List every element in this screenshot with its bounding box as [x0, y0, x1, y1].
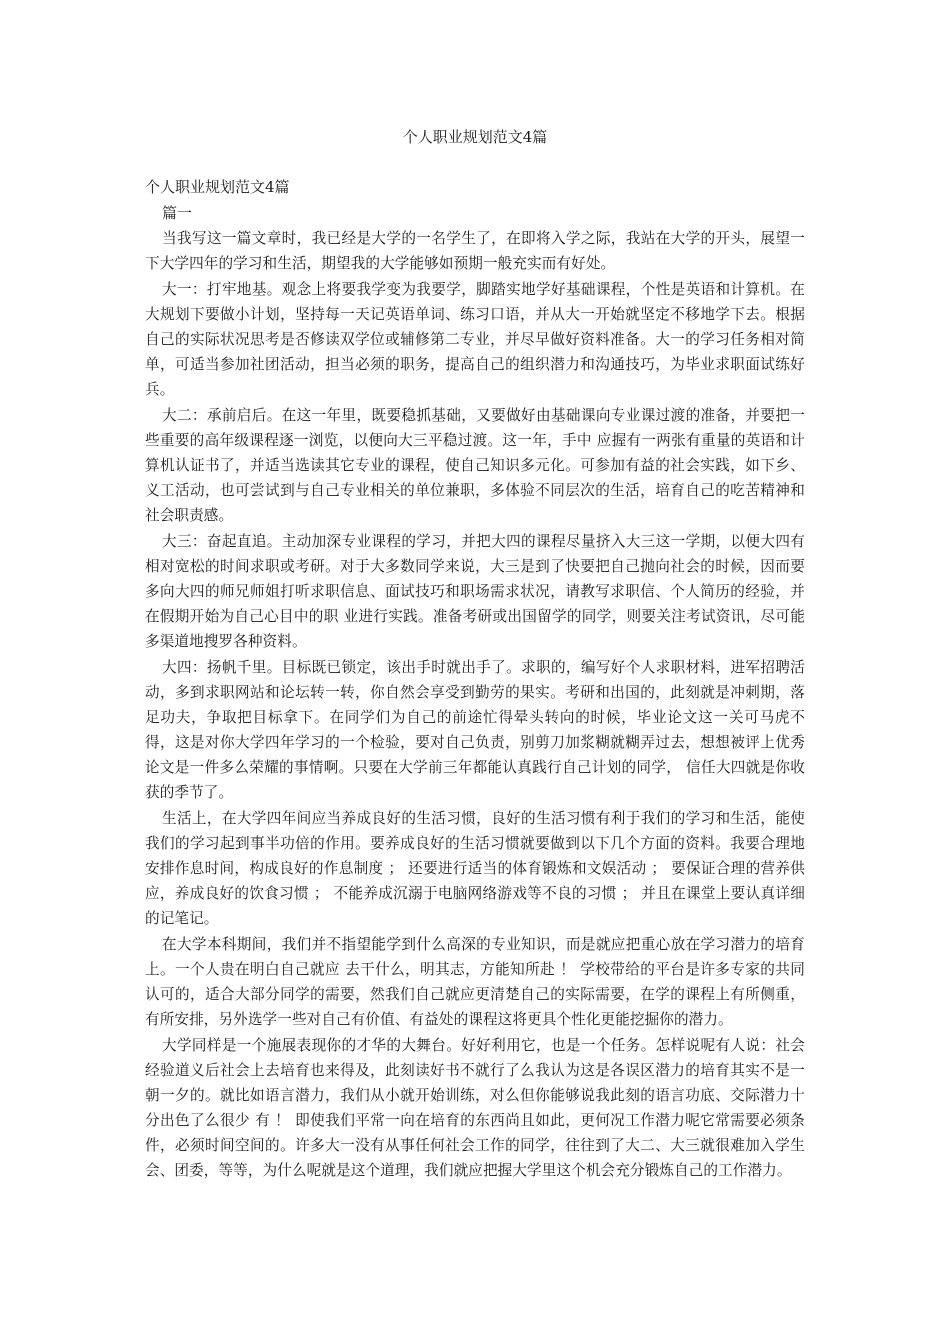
- document-body: [145, 226, 805, 1184]
- paragraph-year-two: 大二：承前启后。在这一年里，既要稳抓基础，又要做好由基础课向专业课过渡的准备，并要把一些重要的高年级课程逐一浏览，以便向大三平稳过渡。这一年，手中 应握有一两张有重量的英语和计算机认证书了，并适当选读其它专业的课程，使自己知识多元化。可参加有益的社会实践，如下乡、义工活动，也可尝试到与自己专业相关的单位兼职，多体验不同层次的生活，培育自己的吃苦精神和社会职责感。: [145, 407, 805, 524]
- paragraph-year-four: 大四：扬帆千里。目标既已锁定，该出手时就出手了。求职的，编写好个人求职材料，进军招聘活动，多到求职网站和论坛转一转，你自然会享受到勤劳的果实。考研和出国的，此刻就是冲刺期，落足功夫，争取把目标拿下。在同学们为自己的前途忙得晕头转向的时候，毕业论文这一关可马虎不得，这是对你大学四年学习的一个检验，要对自己负责，别剪刀加浆糊就糊弄过去，想想被评上优秀论文是一件多么荣耀的事情啊。只要在大学前三年都能认真践行自己计划的同学， 信任大四就是你收获的季节了。: [145, 659, 805, 801]
- document-subtitle: 个人职业规划范文4篇: [145, 178, 290, 196]
- paragraph-university-stage: 大学同样是一个施展表现你的才华的大舞台。好好利用它，也是一个任务。怎样说呢有人说：社会经验道义后社会上去培育也来得及，此刻读好书不就行了么我认为这是各误区潜力的培育其实不是一朝一夕的。就比如语言潜力，我们从小就开始训练，对么但你能够说我此刻的语言功底、交际潜力十分出色了么很少 有 ！ 即使我们平常一向在培育的东西尚且如此，更何况工作潜力呢它常需要必须条件，必须时间空间的。许多大一没有从事任何社会工作的同学，往往到了大二、大三就很难加入学生会、团委，等等，为什么呢就是这个道理，我们就应把握大学里这个机会充分锻炼自己的工作潜力。: [145, 1037, 805, 1179]
- document-title: 个人职业规划范文4篇: [402, 128, 548, 146]
- paragraph-life-habits: 生活上，在大学四年间应当养成良好的生活习惯，良好的生活习惯有利于我们的学习和生活，能使我们的学习起到事半功倍的作用。要养成良好的生活习惯就要做到以下几个方面的资料。我要合理地安排作息时间，构成良好的作息制度 ； 还要进行适当的体育锻炼和文娱活动 ； 要保证合理的营养供应，养成良好的饮食习惯 ； 不能养成沉溺于电脑网络游戏等不良的习惯 ； 并且在课堂上要认真详细的记笔记。: [145, 810, 805, 927]
- paragraph-year-one: 大一：打牢地基。观念上将要我学变为我要学，脚踏实地学好基础课程，个性是英语和计算机。在大规划下要做小计划，坚持每一天记英语单词、练习口语，并从大一开始就坚定不移地学下去。根据自己的实际状况思考是否修读双学位或辅修第二专业，并尽早做好资料准备。大一的学习任务相对简单，可适当参加社团活动，担当必须的职务，提高自己的组织潜力和沟通技巧，为毕业求职面试练好兵。: [145, 281, 805, 398]
- paragraph-intro: 当我写这一篇文章时，我已经是大学的一名学生了，在即将入学之际，我站在大学的开头，展望一下大学四年的学习和生活，期望我的大学能够如预期一般充实而有好处。: [145, 230, 805, 272]
- paragraph-year-three: 大三：奋起直追。主动加深专业课程的学习，并把大四的课程尽量挤入大三这一学期，以便大四有相对宽松的时间求职或考研。对于大多数同学来说，大三是到了快要把自己抛向社会的时候，因而要多向大四的师兄师姐打听求职信息、面试技巧和职场需求状况，请教写求职信、个人简历的经验，并在假期开始为自己心目中的职 业进行实践。准备考研或出国留学的同学，则要关注考试资讯，尽可能多渠道地搜罗各种资料。: [145, 533, 805, 650]
- paragraph-study-potential: 在大学本科期间，我们并不指望能学到什么高深的专业知识，而是就应把重心放在学习潜力的培育上。一个人贵在明白自己就应 去干什么，明其志，方能知所赴 ！ 学校带给的平台是许多专家的共同认可的，适合大部分同学的需要，然我们自己就应更清楚自己的实际需要，在学的课程上有所侧重，有所安排，另外选学一些对自己有价值、有益处的课程这将更具个性化更能挖掘你的潜力。: [145, 936, 805, 1028]
- section-label: 篇一: [162, 204, 193, 222]
